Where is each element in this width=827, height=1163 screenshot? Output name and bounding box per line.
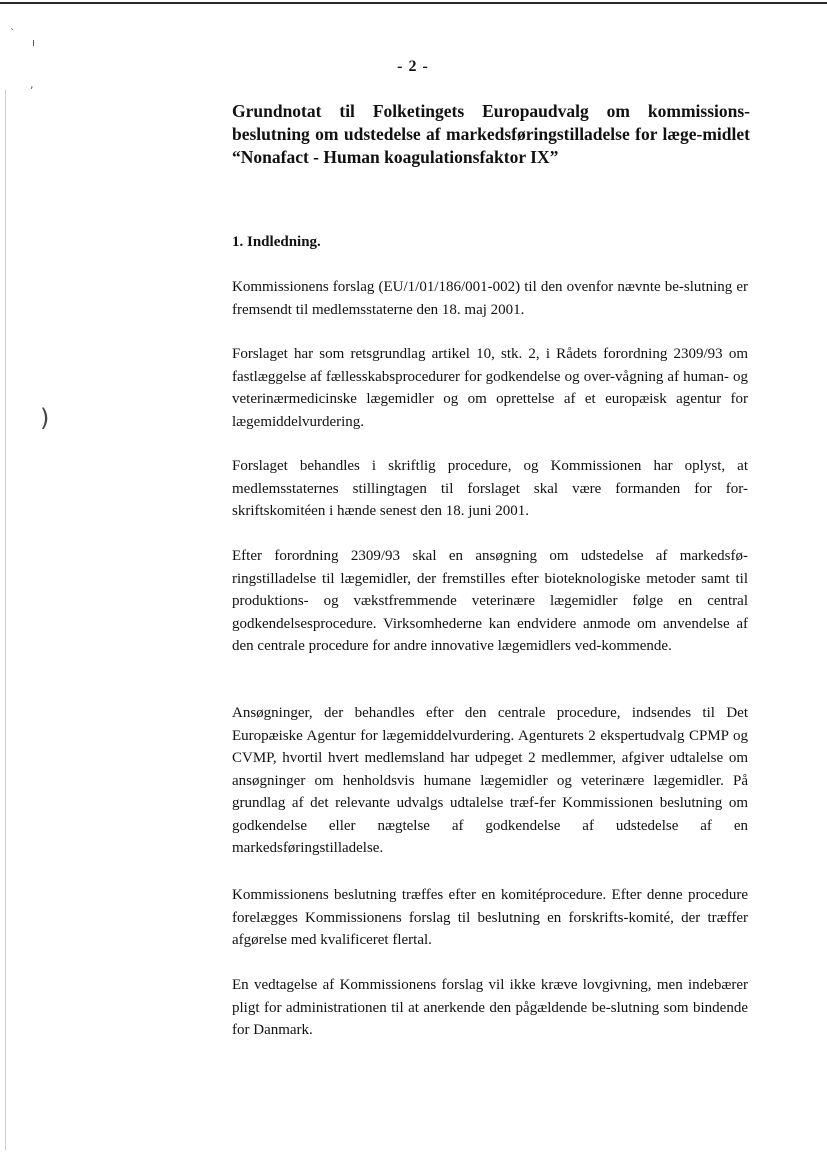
scan-speck: ` [10, 28, 15, 39]
document-title: Grundnotat til Folketingets Europaudvalg om kommissions-beslutning om udstedelse af markedsføringstilladelse for læge-midlet “Nonafact - Human koagulationsfaktor IX” [232, 101, 750, 167]
scan-left-edge [5, 90, 6, 1150]
paragraph: Kommissionens beslutning træffes efter en komitéprocedure. Efter denne procedure forelægges Kommissionens forslag til beslutning en forskrifts-komité, der træffer afgørelse med kvalificeret flertal. [232, 887, 748, 948]
paragraph: Kommissionens forslag (EU/1/01/186/001-002) til den ovenfor nævnte be-slutning er fremsendt til medlemsstaterne den 18. maj 2001. [232, 279, 748, 318]
paragraph: Ansøgninger, der behandles efter den centrale procedure, indsendes til Det Europæiske Agentur for lægemiddelvurdering. Agenturets 2 ekspertudvalg CPMP og CVMP, hvortil hvert medlemsland har udpeget 2 medlemmer, afgiver udtalelse om ansøgninger om henholdsvis humane lægemidler og veterinære lægemidler. På grundlag af det relevante udvalgs udtalelse træf-fer Kommissionen beslutning om godkendelse eller nægtelse af godkendelse af udstedelse af en markedsføringstilladelse. [232, 705, 748, 856]
paragraph: Forslaget behandles i skriftlig procedure, og Kommissionen har oplyst, at medlemsstaternes stillingtagen til forslaget skal være formanden for for-skriftskomitéen i hænde senest den 18. juni 2001. [232, 458, 748, 519]
paragraph: En vedtagelse af Kommissionens forslag vil ikke kræve lovgivning, men indebærer pligt for administrationen til at anerkende den pågældende be-slutning som bindende for Danmark. [232, 977, 748, 1038]
scan-speck: , [30, 78, 34, 91]
scan-top-edge [0, 2, 827, 4]
page-number: - 2 - [397, 58, 429, 75]
punch-hole-mark: ) [40, 404, 50, 432]
paragraph: Forslaget har som retsgrundlag artikel 10, stk. 2, i Rådets forordning 2309/93 om fastlæggelse af fællesskabsprocedurer for godkendelse og over-vågning af human- og veterinærmedicinske lægemidler og om oprettelse af et europæisk agentur for lægemiddelvurdering. [232, 346, 748, 430]
paragraph: Efter forordning 2309/93 skal en ansøgning om udstedelse af markedsfø-ringstilladelse til lægemidler, der fremstilles efter bioteknologiske metoder samt til produktions- og vækstfremmende veterinære lægemidler følge en central godkendelsesprocedure. Virksomhederne kan endvidere anmode om anvendelse af den centrale procedure for andre innovative lægemidlers ved-kommende. [232, 548, 748, 654]
scan-speck: ı [32, 36, 36, 49]
section-heading: 1. Indledning. [232, 234, 321, 250]
